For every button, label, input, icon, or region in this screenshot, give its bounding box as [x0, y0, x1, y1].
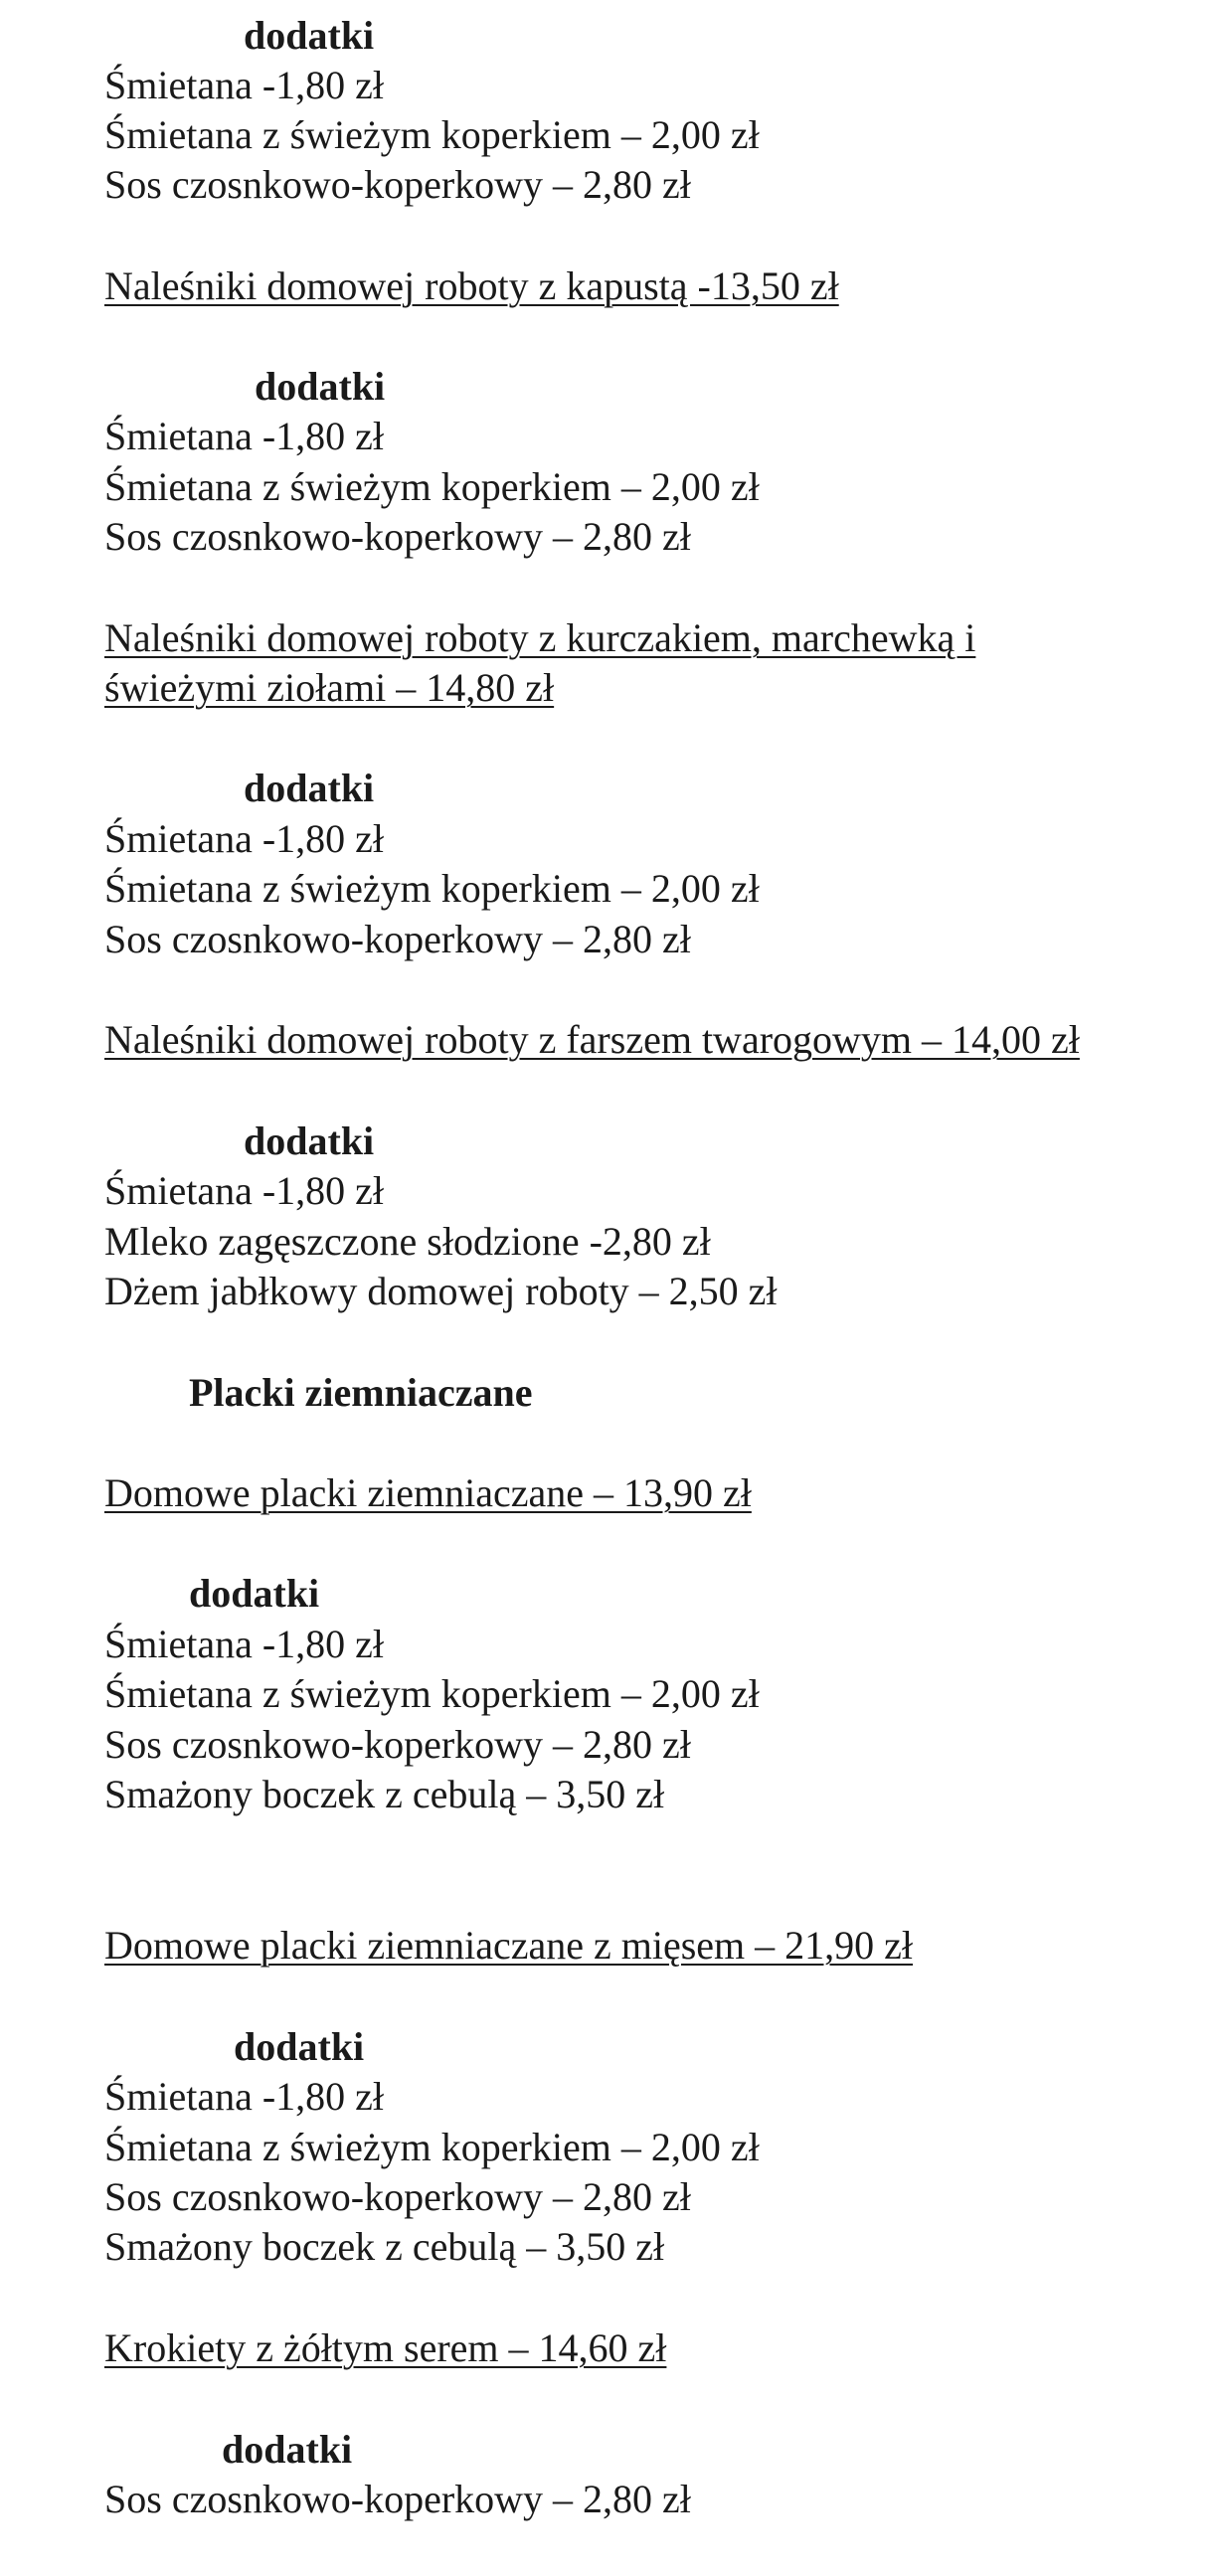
addon-item: Sos czosnkowo-koperkowy – 2,80 zł	[104, 162, 691, 207]
addon-item: Śmietana z świeżym koperkiem – 2,00 zł	[104, 2125, 760, 2169]
addon-item: Sos czosnkowo-koperkowy – 2,80 zł	[104, 514, 691, 559]
addons-heading: dodatki	[244, 766, 375, 810]
addons-heading: dodatki	[234, 2024, 365, 2069]
addons-heading: dodatki	[244, 13, 375, 58]
addon-item: Śmietana -1,80 zł	[104, 414, 385, 458]
dish-title: Domowe placki ziemniaczane z mięsem – 21,90 zł	[104, 1923, 914, 1968]
addon-item: Śmietana -1,80 zł	[104, 1622, 385, 1666]
addons-heading: dodatki	[189, 1571, 320, 1616]
dish-title: Krokiety z żółtym serem – 14,60 zł	[104, 2325, 667, 2370]
addon-item: Sos czosnkowo-koperkowy – 2,80 zł	[104, 917, 691, 961]
dish-title: Domowe placki ziemniaczane – 13,90 zł	[104, 1470, 752, 1515]
addon-item: Smażony boczek z cebulą – 3,50 zł	[104, 2224, 665, 2269]
addon-item: Mleko zagęszczone słodzione -2,80 zł	[104, 1219, 711, 1264]
addon-item: Śmietana z świeżym koperkiem – 2,00 zł	[104, 112, 760, 157]
addon-item: Śmietana z świeżym koperkiem – 2,00 zł	[104, 1671, 760, 1716]
dish-title: świeżymi ziołami – 14,80 zł	[104, 665, 555, 710]
addon-item: Dżem jabłkowy domowej roboty – 2,50 zł	[104, 1269, 778, 1313]
dish-title: Naleśniki domowej roboty z kapustą -13,50 zł	[104, 263, 839, 308]
addon-item: Śmietana -1,80 zł	[104, 63, 385, 107]
dish-title: Naleśniki domowej roboty z farszem twarogowym – 14,00 zł	[104, 1017, 1080, 1062]
addons-heading: dodatki	[255, 364, 386, 409]
addon-item: Sos czosnkowo-koperkowy – 2,80 zł	[104, 1722, 691, 1767]
addons-heading: dodatki	[222, 2427, 353, 2472]
addon-item: Sos czosnkowo-koperkowy – 2,80 zł	[104, 2174, 691, 2219]
addon-item: Śmietana z świeżym koperkiem – 2,00 zł	[104, 866, 760, 911]
category-heading: Placki ziemniaczane	[189, 1370, 533, 1415]
addon-item: Smażony boczek z cebulą – 3,50 zł	[104, 1772, 665, 1816]
addon-item: Śmietana -1,80 zł	[104, 1168, 385, 1213]
addon-item: Śmietana -1,80 zł	[104, 2074, 385, 2119]
addon-item: Śmietana -1,80 zł	[104, 816, 385, 861]
dish-title: Naleśniki domowej roboty z kurczakiem, marchewką i	[104, 615, 976, 660]
addon-item: Sos czosnkowo-koperkowy – 2,80 zł	[104, 2477, 691, 2521]
addon-item: Śmietana z świeżym koperkiem – 2,00 zł	[104, 464, 760, 509]
addons-heading: dodatki	[244, 1118, 375, 1163]
